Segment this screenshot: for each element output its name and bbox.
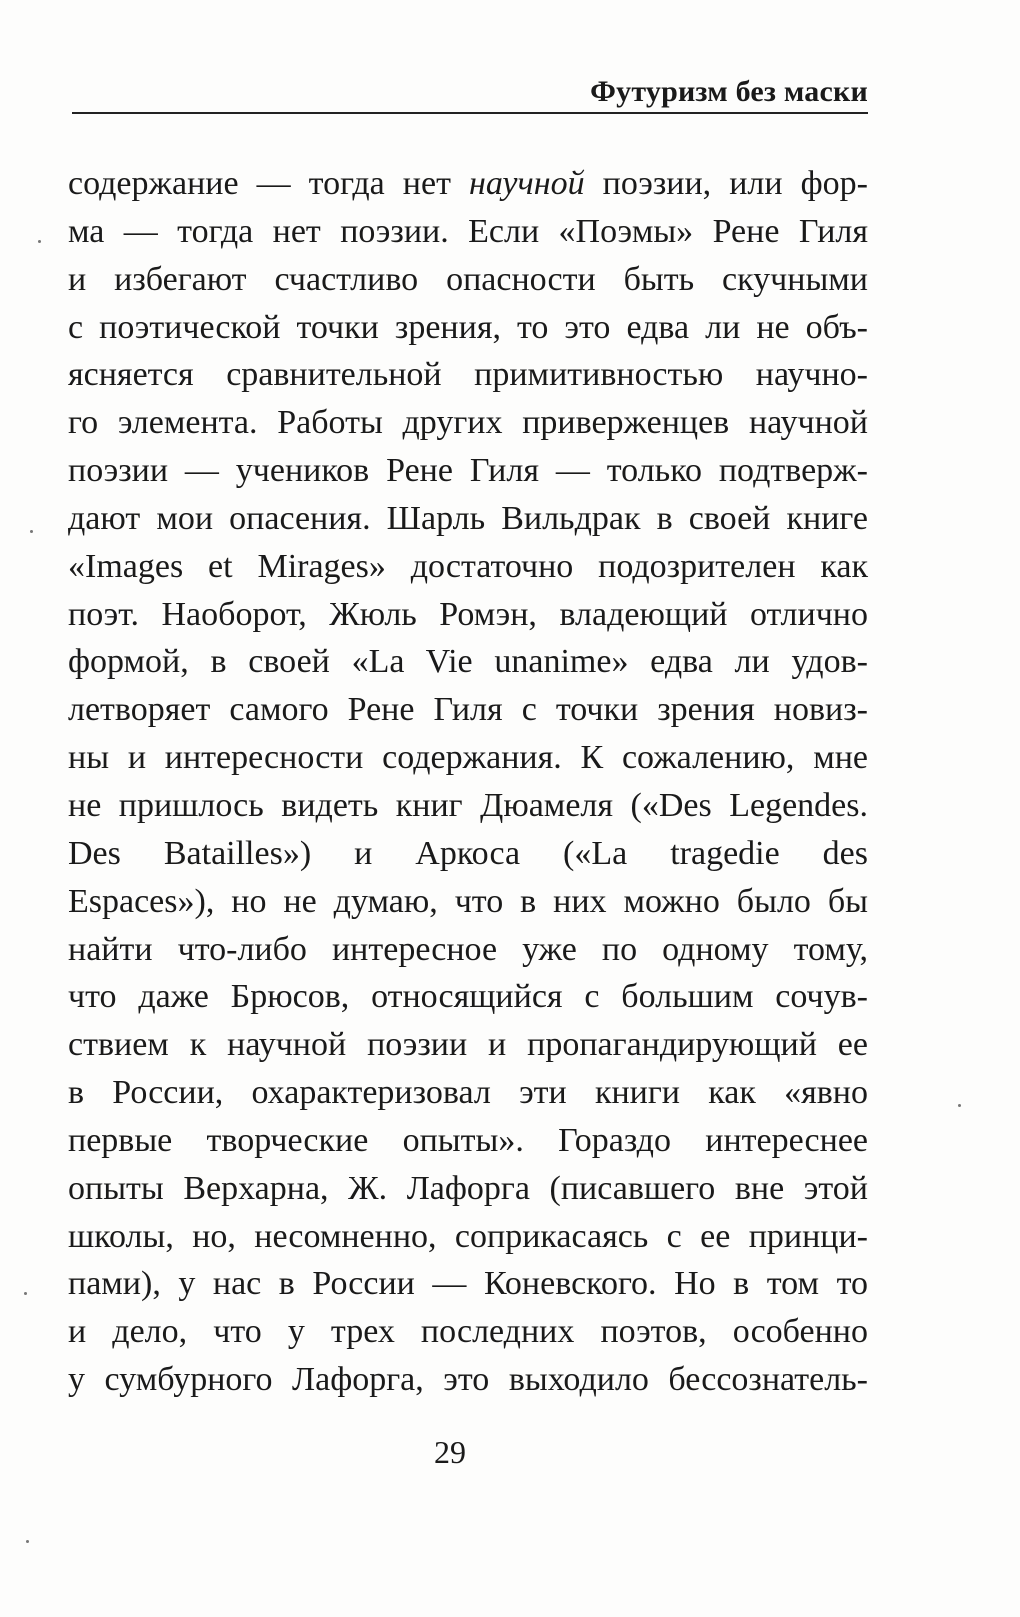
text-line: «Images et Mirages» достаточно подозрителен как xyxy=(68,547,868,585)
text-line: опыты Верхарна, Ж. Лафорга (писавшего вне этой xyxy=(68,1169,868,1207)
text-line: содержание — тогда нет научной поэзии, или фор- xyxy=(68,165,868,202)
running-header xyxy=(72,72,868,114)
text-line: ны и интересности содержания. К сожалению, мне xyxy=(68,739,868,777)
text-line: ствием к научной поэзии и пропагандирующий ее xyxy=(68,1026,868,1064)
text-line: с поэтической точки зрения, то это едва ли не объ- xyxy=(68,308,868,346)
text-line: в России, охарактеризовал эти книги как «явно xyxy=(68,1074,868,1112)
text-line: и избегают счастливо опасности быть скучными xyxy=(68,260,868,298)
text-line: пами), у нас в России — Коневского. Но в том то xyxy=(68,1265,868,1303)
text-line: формой, в своей «La Vie unanime» едва ли удов- xyxy=(68,643,868,681)
running-title: Футуризм без маски xyxy=(590,75,868,108)
text-line: первые творческие опыты». Гораздо интереснее xyxy=(68,1121,868,1159)
scan-speck xyxy=(30,530,33,533)
page-number: 29 xyxy=(434,1434,466,1470)
text-line: и дело, что у трех последних поэтов, особенно xyxy=(68,1313,868,1351)
text-line: ясняется сравнительной примитивностью научно- xyxy=(68,356,868,394)
scan-speck xyxy=(958,1104,961,1107)
text-line: го элемента. Работы других приверженцев научной xyxy=(68,404,868,442)
text-line: не пришлось видеть книг Дюамеля («Des Legendes. xyxy=(68,786,868,824)
text-line: у сумбурного Лафорга, это выходило бессознатель- xyxy=(68,1361,868,1399)
body-paragraph xyxy=(68,160,868,1404)
text-line: найти что-либо интересное уже по одному тому, xyxy=(68,930,868,968)
text-line: поэзии — учеников Рене Гиля — только подтверж- xyxy=(68,452,868,490)
text-line: Des Batailles») и Аркоса («La tragedie des xyxy=(68,834,868,872)
text-line: поэт. Наоборот, Жюль Ромэн, владеющий отлично xyxy=(68,595,868,633)
scan-speck xyxy=(38,240,41,243)
scan-speck xyxy=(26,1540,29,1543)
text-line: ма — тогда нет поэзии. Если «Поэмы» Рене Гиля xyxy=(68,212,868,250)
text-line: школы, но, несомненно, соприкасаясь с ее принци- xyxy=(68,1217,868,1255)
text-line: Espaces»), но не думаю, что в них можно было бы xyxy=(68,882,868,920)
text-line: что даже Брюсов, относящийся с большим сочув- xyxy=(68,978,868,1016)
scan-speck xyxy=(24,1292,27,1295)
text-line: летворяет самого Рене Гиля с точки зрения новиз- xyxy=(68,691,868,729)
text-line: дают мои опасения. Шарль Вильдрак в своей книге xyxy=(68,499,868,537)
